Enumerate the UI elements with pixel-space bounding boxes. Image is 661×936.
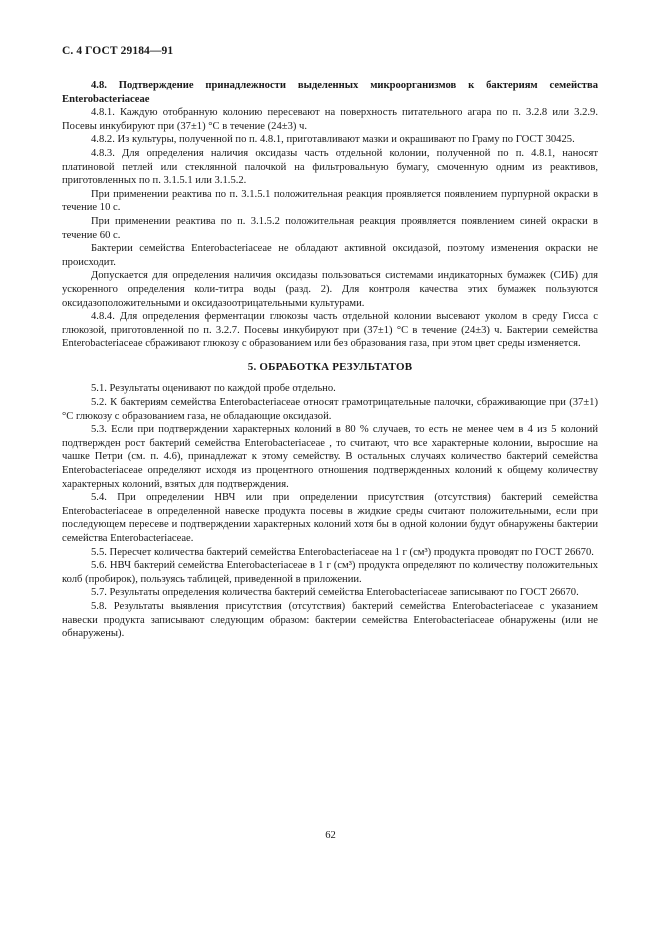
paragraph-reagent-2: При применении реактива по п. 3.1.5.2 положительная реакция проявляется появлением синей окраски в течение 60 с.	[62, 215, 598, 241]
paragraph-4-8-3: 4.8.3. Для определения наличия оксидазы часть отдельной колонии, полученной по п. 4.8.1, наносят платиновой петлей или стеклянной палочкой на фильтровальную бумагу, смоченную одним из реактивов, приготовленных по п. 3.1.5.1 или 3.1.5.2.	[62, 147, 598, 187]
paragraph-4-8-1: 4.8.1. Каждую отобранную колонию пересевают на поверхность питательного агара по п. 3.2.8 или 3.2.9. Посевы инкубируют при (37±1) °С в течение (24±3) ч.	[62, 107, 598, 132]
running-head: С. 4 ГОСТ 29184—91	[62, 45, 174, 57]
paragraph-5-8: 5.8. Результаты выявления присутствия (отсутствия) бактерий семейства Enterobacteriaceae с указанием навески продукта записывают следующим образом: бактерии семейства Enterobacteriaceae обнаружены (или не обнаружены).	[62, 600, 598, 640]
paragraph-reagent-1: При применении реактива по п. 3.1.5.1 положительная реакция проявляется появлением пурпурной окраски в течение 10 с.	[62, 188, 598, 214]
paragraph-4-8-4: 4.8.4. Для определения ферментации глюкозы часть отдельной колонии высевают уколом в среду Гисса с глюкозой, приготовленной по п. 3.2.7. Посевы инкубируют при (37±1) °С в течение (24±3) ч. Бактерии семейства Enterobacteriaceae сбраживают глюкозу с образованием или без образования газа, при этом цвет среды изменяется.	[62, 311, 598, 350]
paragraph-5-4: 5.4. При определении НВЧ или при определении присутствия (отсутствия) бактерий семейства Enterobacteriaceae в определенной навеске продукта посевы в жидкие среды считают положительными, если при последующем пересеве и подтверждении характерных колоний хотя бы в одной колонии будут обнаружены бактерии семейства Enterobacteriaceae.	[62, 492, 598, 544]
page-number: 62	[325, 830, 336, 841]
paragraph-5-5: 5.5. Пересчет количества бактерий семейства Enterobacteriaceae на 1 г (см³) продукта проводят по ГОСТ 26670.	[91, 546, 594, 558]
document-body	[62, 79, 598, 641]
paragraph-5-3: 5.3. Если при подтверждении характерных колоний в 80 % случаев, то есть не менее чем в 4 из 5 колоний подтвержден рост бактерий семейства Enterobacteriaceae , то считают, что все характерные колонии, выросшие на чашке Петри (см. п. 4.6), принадлежат к этому семейству. В остальных случаях количество бактерий семейства Enterobacteriaceae определяют исходя из процентного отношения подтвержденных колоний к общему количеству характерных колоний, взятых для подтверждения.	[62, 424, 598, 490]
paragraph-no-oxidase: Бактерии семейства Enterobacteriaceae не обладают активной оксидазой, поэтому изменения окраски не происходит.	[62, 243, 598, 268]
paragraph-5-7: 5.7. Результаты определения количества бактерий семейства Enterobacteriaceae записывают по ГОСТ 26670.	[91, 587, 579, 599]
paragraph-5-6: 5.6. НВЧ бактерий семейства Enterobacteriaceae в 1 г (см³) продукта определяют по количеству положительных колб (пробирок), пользуясь таблицей, приведенной в приложении.	[62, 560, 598, 585]
section-5-title: 5. ОБРАБОТКА РЕЗУЛЬТАТОВ	[247, 360, 413, 373]
paragraph-indicator-papers: Допускается для определения наличия оксидазы пользоваться системами индикаторных бумажек (СИБ) для ускоренного определения коли-титра воды (разд. 2). Для контроля качества этих бумажек пользуются оксидазоположительными и оксидазоотрицательными культурами.	[62, 270, 598, 309]
paragraph-5-2: 5.2. К бактериям семейства Enterobacteriaceae относят грамотрицательные палочки, сбраживающие при (37±1) °С глюкозу с образованием газа, не обладающие оксидазой.	[62, 397, 598, 422]
paragraph-5-1: 5.1. Результаты оценивают по каждой пробе отдельно.	[91, 383, 336, 395]
paragraph-4-8-2: 4.8.2. Из культуры, полученной по п. 4.8.1, приготавливают мазки и окрашивают по Граму по ГОСТ 30425.	[91, 134, 575, 146]
section-4-8-heading: 4.8. Подтверждение принадлежности выделенных микроорганизмов к бактериям семейства Enterobacteriaceae	[62, 80, 598, 105]
